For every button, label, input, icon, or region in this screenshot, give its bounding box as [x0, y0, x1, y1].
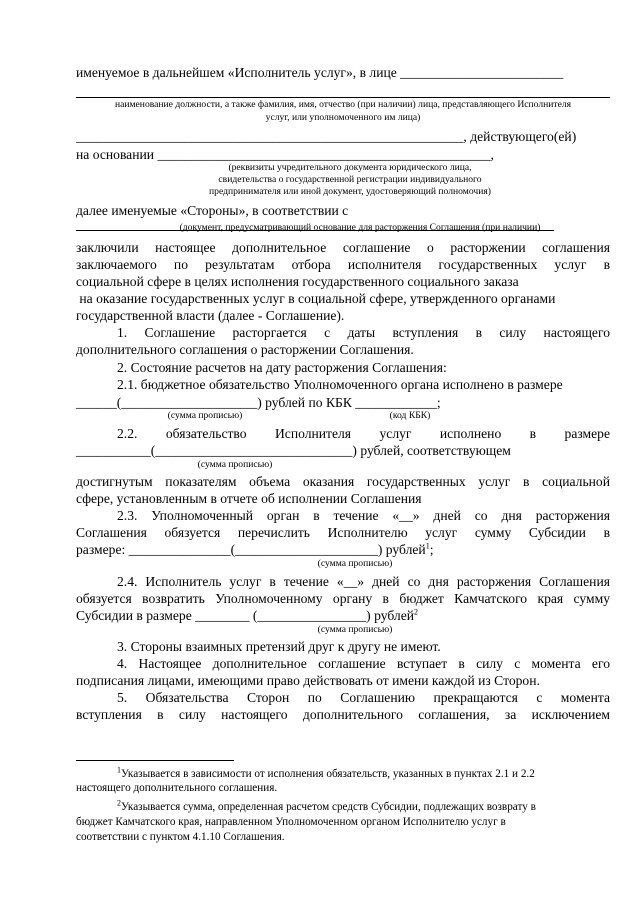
text-line: именуемое в дальнейшем «Исполнитель услуг», в лице ________________________: [76, 65, 564, 80]
text-line: социальной сфере в целях исполнения государственного социального заказа: [76, 274, 519, 289]
field-caption: (реквизиты учредительного документа юридического лица,: [228, 162, 472, 173]
text-line: обязуется возвратить Уполномоченному органу в бюджет Камчатского края сумму: [76, 591, 610, 606]
text-fragment: размере: _______________(_____________________) рублей: [76, 542, 426, 557]
text-line: ___________(_____________________________) рублей, соответствующем: [76, 443, 511, 458]
text-line: заключили настоящее дополнительное соглашение о расторжении соглашения: [76, 240, 610, 255]
text-line: размере: _______________(_____________________) рублей$^1$;: [76, 541, 434, 557]
field-caption: предпринимателя или иной документ, удостоверяющий полномочия): [209, 186, 491, 197]
text-line: подписания лицами, имеющими право действовать от имени каждой из Сторон.: [76, 673, 540, 688]
text-line: 4. Настоящее дополнительное соглашение вступает в силу с момента его: [117, 656, 610, 671]
footnote-text: бюджет Камчатского края, направленном Уполномоченном органом Исполнителю услуг в: [76, 816, 506, 828]
text-line: [76, 607, 610, 624]
footnote-text: настоящего дополнительного соглашения.: [76, 782, 278, 794]
text-line: далее именуемые «Стороны», в соответствии с: [76, 203, 349, 218]
footnote: [117, 800, 610, 814]
text-line: ______(____________________) рублей по КБК ____________;: [76, 395, 441, 410]
text-line: государственной власти (далее - Соглашение).: [76, 308, 345, 323]
text-line: 2.2. обязательство Исполнителя услуг исполнено в размере: [117, 426, 610, 441]
field-caption: (документ, предусматривающий основание для расторжения Соглашения (при наличии): [179, 222, 541, 233]
text-line: дополнительного соглашения о расторжении Соглашения.: [76, 342, 414, 357]
text-fragment: Субсидии в размере ________ (________________) рублей: [76, 608, 415, 623]
field-caption: (сумма прописью): [197, 459, 273, 470]
footnote-text: Указывается в зависимости от исполнения обязательств, указанных в пунктах 2.1 и 2.2: [121, 768, 535, 780]
field-caption: (сумма прописью): [317, 558, 393, 569]
field-caption: (код КБК): [389, 410, 431, 421]
footnote-number: 1: [117, 765, 121, 775]
text-line: вступления в силу настоящего дополнительного соглашения, за исключением: [76, 707, 610, 722]
text-line: на основании _________________________________________________,: [76, 147, 494, 162]
text-line: _________________________________________________________, действующего(ей): [76, 129, 577, 144]
text-line: 2. Состояние расчетов на дату расторжения Соглашения:: [117, 360, 447, 375]
text-line: на оказание государственных услуг в социальной сфере, утвержденного органами: [76, 291, 556, 306]
text-line: 2.1. бюджетное обязательство Уполномоченного органа исполнено в размере: [117, 377, 563, 392]
text-line: 1. Соглашение расторгается с даты вступления в силу настоящего: [117, 325, 610, 340]
footnote-number: 2: [117, 798, 121, 808]
field-caption: свидетельства о государственной регистрации индивидуального: [218, 174, 482, 185]
footnote-ref: 2: [414, 607, 419, 617]
text-line: заключаемого по результатам отбора исполнителя государственных услуг в: [76, 257, 610, 272]
text-line: 2.4. Исполнитель услуг в течение «__» дней со дня расторжения Соглашения: [117, 574, 610, 589]
footnote-ref: 1: [425, 541, 430, 551]
footnote-separator: [76, 760, 234, 761]
field-caption: (сумма прописью): [317, 624, 393, 635]
signature-rule: [76, 97, 610, 98]
footnote-text: Указывается сумма, определенная расчетом средств Субсидии, подлежащих возврату в: [121, 801, 536, 813]
field-caption: наименование должности, а также фамилия, имя, отчество (при наличии) лица, представляющего Исполнителя: [114, 99, 572, 110]
footnote-text: соответствии с пунктом 4.1.10 Соглашения.: [76, 831, 285, 843]
field-caption: (сумма прописью): [167, 410, 243, 421]
text-line: 3. Стороны взаимных претензий друг к другу не имеют.: [117, 639, 441, 654]
text-line: Соглашения обязуется перечислить Исполнителю услуг сумму Субсидии в: [76, 525, 610, 540]
footnote: [117, 767, 610, 781]
text-line: 5. Обязательства Сторон по Соглашению прекращаются с момента: [117, 690, 610, 705]
text-line: сфере, установленным в отчете об исполнении Соглашения: [76, 491, 422, 506]
text-line: достигнутым показателям объема оказания государственных услуг в социальной: [76, 474, 610, 489]
text-line: 2.3. Уполномоченный орган в течение «__» дней со дня расторжения: [117, 508, 610, 523]
field-caption: услуг, или уполномоченного им лица): [265, 112, 421, 123]
